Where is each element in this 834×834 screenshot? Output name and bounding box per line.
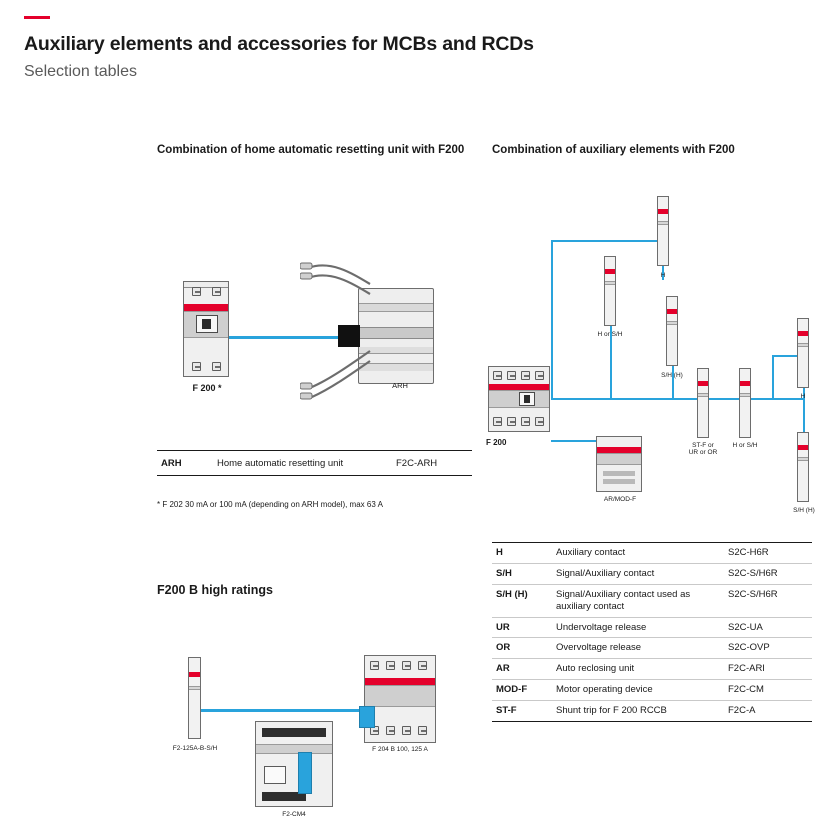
arh-cable-bottom-icon [300,345,380,405]
section-heading-bottom: F200 B high ratings [157,583,273,597]
section-heading-right: Combination of auxiliary elements with F200 [492,144,735,156]
f200-device-right [488,366,550,432]
table-row [157,451,472,475]
page-title: Auxiliary elements and accessories for MCBs and RCDs [24,33,534,55]
legend-order-code: S2C-H6R [728,547,769,558]
legend-description: Auto reclosing unit [556,663,635,675]
accessory-label-5: H [800,393,806,400]
wire-r4 [551,398,805,400]
legend-description: Motor operating device [556,684,653,696]
f204b-device [364,655,436,743]
legend-order-code: F2C-ARI [728,663,765,675]
f2-cm4-device [255,721,333,807]
legend-code: H [496,547,503,558]
page-subtitle: Selection tables [24,63,137,81]
f200-right-label: F 200 [486,438,507,447]
legend-code: UR [496,621,510,633]
page-header [24,16,804,82]
table-row [492,618,812,639]
accessory-label-2: S/H (H) [661,372,683,379]
table-row [492,701,812,721]
table-row [492,564,812,585]
accessory-h-or-sh [604,256,616,326]
legend-order-code: S2C-S/H6R [728,567,778,579]
accessory-h-right [797,318,809,388]
table-row [492,638,812,659]
accessory-h-top [657,196,669,266]
arh-table [157,450,472,476]
accessory-label-3: ST-F or UR or OR [688,442,718,457]
arh-code: ARH [161,457,182,469]
accessory-label-4: H or S/H [732,442,758,449]
table-row [492,680,812,701]
table-row [492,659,812,680]
legend-code: S/H [496,567,512,579]
f200-left-label: F 200 * [192,383,222,393]
accessory-h-or-sh-2 [739,368,751,438]
accessory-label-7: AR/MOD-F [603,496,637,503]
arh-cable-top-icon [300,258,380,308]
legend-code: AR [496,663,510,675]
wire-b1 [196,709,374,712]
legend-description: Overvoltage release [556,642,642,654]
ar-mod-f-device [596,436,642,492]
legend-description: Shunt trip for F 200 RCCB [556,705,667,716]
arh-order-code: F2C-ARH [396,457,438,469]
arh-connector-block [338,325,360,347]
legend-order-code: F2C-A [728,705,756,716]
accessory-label-0: H [660,272,666,279]
legend-table [492,542,812,722]
wire-r9 [772,355,774,400]
accessory-sh-h-right [797,432,809,502]
f200-device-left [183,281,229,377]
legend-description: Signal/Auxiliary contact [556,567,655,579]
wire-r2 [551,240,553,400]
arh-unit-label: ARH [392,381,408,390]
table-row [492,585,812,618]
accessory-label-6: S/H (H) [793,507,815,514]
bottom-center-label: F2-CM4 [282,811,306,818]
legend-order-code: S2C-OVP [728,642,770,654]
legend-code: OR [496,642,511,654]
legend-description: Signal/Auxiliary contact used as auxiliary contact [556,588,691,612]
section-heading-left: Combination of home automatic resetting unit with F200 [157,144,465,156]
f2-125a-b-sh-module [188,657,201,739]
legend-code: MOD-F [496,684,528,696]
accessory-label-1: H or S/H [597,331,623,338]
legend-order-code: S2C-S/H6R [728,588,778,600]
connection-wire-left [229,336,350,339]
arh-description: Home automatic resetting unit [217,457,344,469]
legend-order-code: F2C-CM [728,684,764,696]
footnote: * F 202 30 mA or 100 mA (depending on ARH model), max 63 A [157,500,383,509]
table-row [492,543,812,564]
legend-order-code: S2C-UA [728,621,763,633]
accent-rule [24,16,50,19]
accessory-stf-ur-or [697,368,709,438]
wire-r1 [553,240,663,242]
bottom-right-label: F 204 B 100, 125 A [372,746,428,753]
legend-description: Undervoltage release [556,621,647,633]
legend-description: Auxiliary contact [556,547,626,558]
accessory-sh-h [666,296,678,366]
legend-code: S/H (H) [496,588,528,600]
legend-code: ST-F [496,705,517,716]
bottom-left-label: F2-125A-B-S/H [172,745,218,752]
